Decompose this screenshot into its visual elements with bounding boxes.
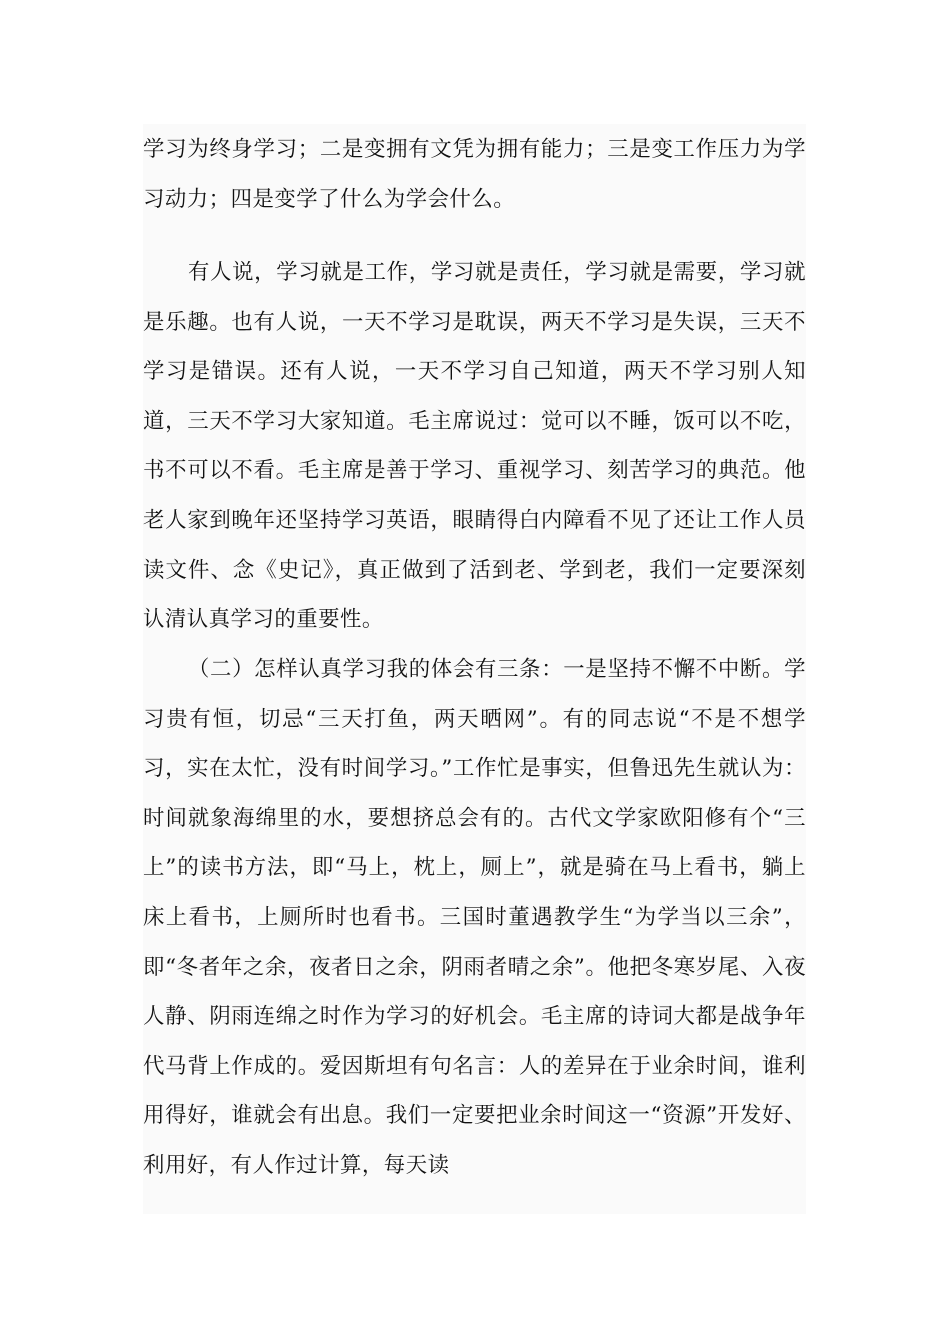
paragraph-continuation: 学习为终身学习；二是变拥有文凭为拥有能力；三是变工作压力为学习动力；四是变学了什么为学会什么。 bbox=[143, 137, 806, 212]
paragraph-importance-of-learning: 有人说，学习就是工作，学习就是责任，学习就是需要，学习就是乐趣。也有人说，一天不学习是耽误，两天不学习是失误，三天不学习是错误。还有人说，一天不学习自己知道，两天不学习别人知道，三天不学习大家知道。毛主席说过：觉可以不睡，饭可以不吃，书不可以不看。毛主席是善于学习、重视学习、刻苦学习的典范。他老人家到晚年还坚持学习英语，眼睛得白内障看不见了还让工作人员读文件、念《史记》，真正做到了活到老、学到老，我们一定要深刻认清认真学习的重要性。 bbox=[143, 260, 806, 633]
paragraph-how-to-learn: （二）怎样认真学习我的体会有三条：一是坚持不懈不中断。学习贵有恒，切忌“三天打鱼，两天晒网”。有的同志说“不是不想学习，实在太忙，没有时间学习。”工作忙是事实，但鲁迅先生就认为：时间就象海绵里的水，要想挤总会有的。古代文学家欧阳修有个“三上”的读书方法，即“马上，枕上，厕上”，就是骑在马上看书，躺上床上看书，上厕所时也看书。三国时董遇教学生“为学当以三余”，即“冬者年之余，夜者日之余，阴雨者晴之余”。他把冬寒岁尾、入夜人静、阴雨连绵之时作为学习的好机会。毛主席的诗词大都是战争年代马背上作成的。爱因斯坦有句名言：人的差异在于业余时间，谁利用得好，谁就会有出息。我们一定要把业余时间这一“资源”开发好、利用好，有人作过计算，每天读 bbox=[143, 657, 806, 1178]
document-text-block bbox=[143, 124, 806, 1214]
